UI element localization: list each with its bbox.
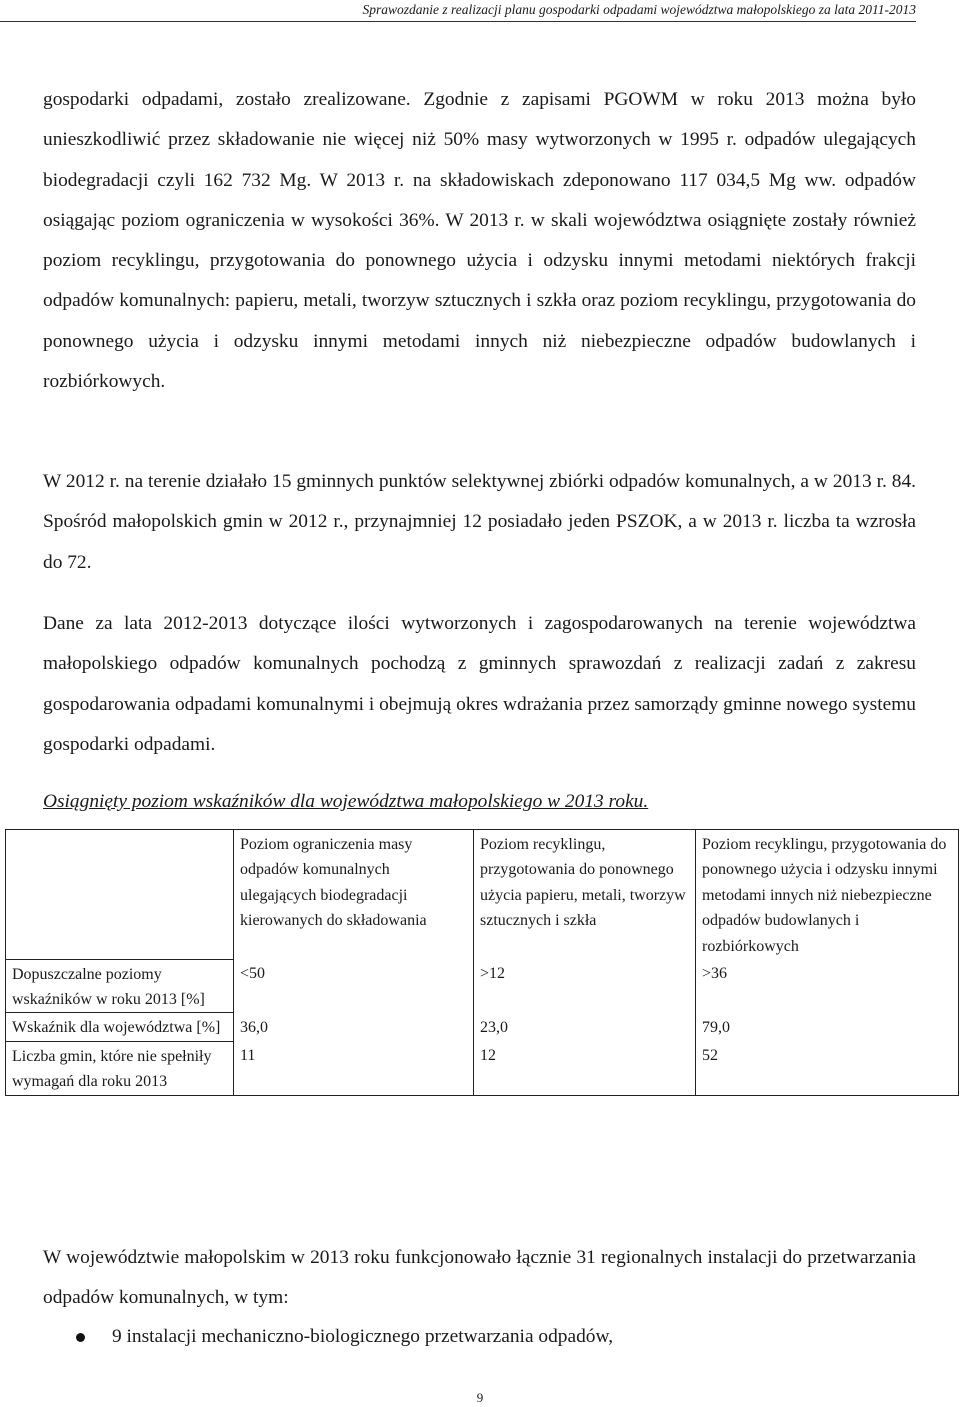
table-header-row xyxy=(6,830,959,960)
table-cell: >36 xyxy=(696,959,959,1013)
table-row-label: Dopuszczalne poziomy wskaźników w roku 2013 [%] xyxy=(6,959,234,1013)
table-column-header: Poziom ograniczenia masy odpadów komunalnych ulegających biodegradacji kierowanych do składowania xyxy=(234,830,474,960)
page-number: 9 xyxy=(476,1390,484,1405)
paragraph-installations: W województwie małopolskim w 2013 roku funkcjonowało łącznie 31 regionalnych instalacji do przetwarzania odpadów komunalnych, w tym: xyxy=(43,1247,916,1309)
table-cell: 79,0 xyxy=(696,1013,959,1041)
table-cell: >12 xyxy=(474,959,696,1013)
table-cell: 12 xyxy=(474,1041,696,1095)
paragraph-data-source: Dane za lata 2012-2013 dotyczące ilości wytworzonych i zagospodarowanych na terenie województwa małopolskiego odpadów komunalnych pochodzą z gminnych sprawozdań z realizacji zadań z zakresu gospodarowania odpadami komunalnymi i obejmują okres wdrażania przez samorządy gminne nowego systemu gospodarki odpadami. xyxy=(43,613,916,755)
paragraph-pszok: W 2012 r. na terenie działało 15 gminnych punktów selektywnej zbiórki odpadów komunalnych, a w 2013 r. 84. Spośród małopolskich gmin w 2012 r., przynajmniej 12 posiadało jeden PSZOK, a w 2013 r. liczba ta wzrosła do 72. xyxy=(43,471,916,573)
table-cell: 23,0 xyxy=(474,1013,696,1041)
bullet-icon xyxy=(76,1333,85,1342)
list-item: 9 instalacji mechaniczno-biologicznego przetwarzania odpadów, xyxy=(112,1326,614,1347)
table-column-header: Poziom recyklingu, przygotowania do ponownego użycia papieru, metali, tworzyw sztucznych i szkła xyxy=(474,830,696,960)
table-row xyxy=(6,1041,959,1095)
header-rule xyxy=(0,21,916,22)
table-cell: <50 xyxy=(234,959,474,1013)
table-row-label: Liczba gmin, które nie spełniły wymagań dla roku 2013 xyxy=(6,1041,234,1095)
table-caption: Osiągnięty poziom wskaźników dla województwa małopolskiego w 2013 roku. xyxy=(43,791,649,812)
table-column-header: Poziom recyklingu, przygotowania do ponownego użycia i odzysku innymi metodami innych niż niebezpieczne odpadów budowlanych i rozbiórkowych xyxy=(696,830,959,960)
table-cell: 11 xyxy=(234,1041,474,1095)
table-row xyxy=(6,1013,959,1041)
table-corner-cell xyxy=(6,830,234,960)
table-cell: 52 xyxy=(696,1041,959,1095)
table-row-label: Wskaźnik dla województwa [%] xyxy=(6,1013,234,1041)
indicator-table xyxy=(5,829,959,1096)
paragraph-landfill-levels: gospodarki odpadami, zostało zrealizowane. Zgodnie z zapisami PGOWM w roku 2013 można było unieszkodliwić przez składowanie nie więcej niż 50% masy wytworzonych w 1995 r. odpadów ulegających biodegradacji czyli 162 732 Mg. W 2013 r. na składowiskach zdeponowano 117 034,5 Mg ww. odpadów osiągając poziom ograniczenia w wysokości 36%. W 2013 r. w skali województwa osiągnięte zostały również poziom recyklingu, przygotowania do ponownego użycia i odzysku innymi metodami niektórych frakcji odpadów komunalnych: papieru, metali, tworzyw sztucznych i szkła oraz poziom recyklingu, przygotowania do ponownego użycia i odzysku innymi metodami innych niż niebezpieczne odpadów budowlanych i rozbiórkowych. xyxy=(43,89,916,393)
table-cell: 36,0 xyxy=(234,1013,474,1041)
running-header: Sprawozdanie z realizacji planu gospodarki odpadami województwa małopolskiego za lata 2011-2013 xyxy=(362,2,916,17)
table-row xyxy=(6,959,959,1013)
